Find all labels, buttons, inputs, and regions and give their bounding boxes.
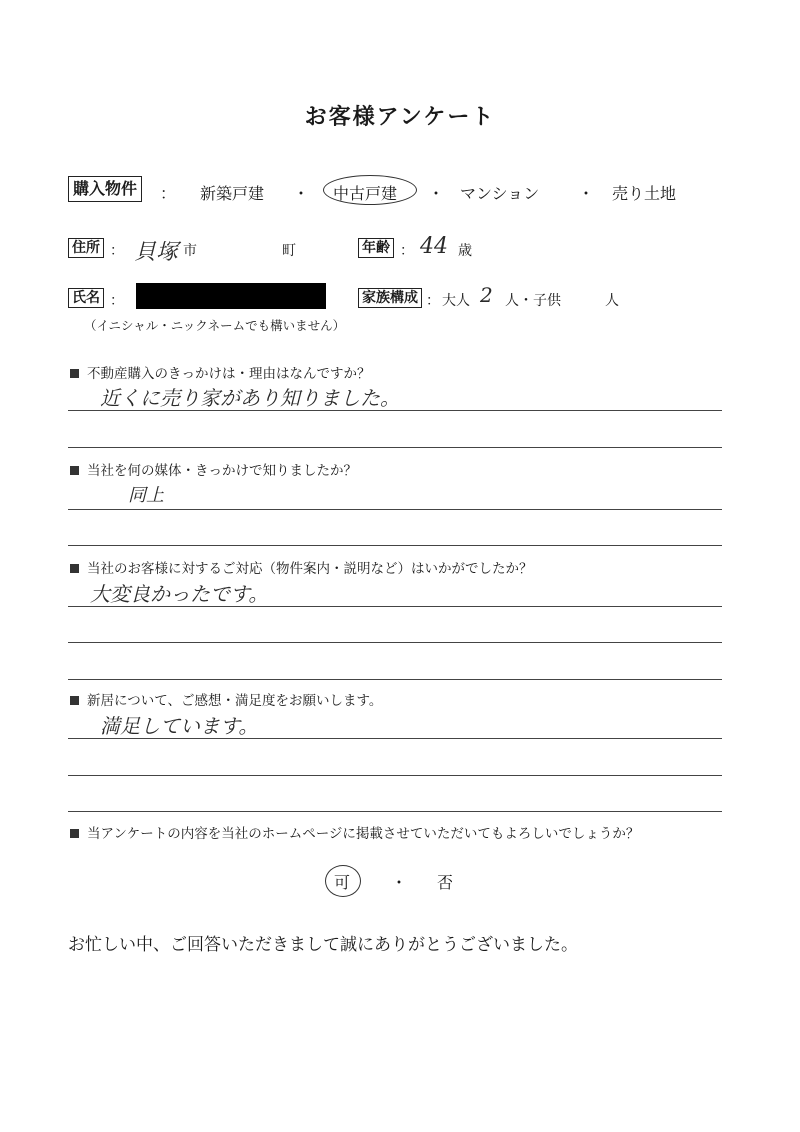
answer-line <box>68 738 722 739</box>
redacted-name-box <box>136 283 326 309</box>
page-title: お客様アンケート <box>304 105 496 130</box>
permission-separator: ・ <box>391 873 408 892</box>
property-colon: ： <box>160 184 177 203</box>
address-city-handwritten: 貝塚 <box>134 240 179 265</box>
property-option-new-house[interactable]: 新築戸建 <box>200 184 265 203</box>
address-city-suffix: 市 <box>183 243 197 259</box>
bullet-square-icon <box>70 466 79 475</box>
bullet-square-icon <box>70 564 79 573</box>
answer-2-handwritten: 同上 <box>128 485 164 506</box>
answer-line <box>68 679 722 680</box>
address-town-suffix: 町 <box>282 243 296 259</box>
bullet-square-icon <box>70 829 79 838</box>
family-colon: ： <box>426 293 440 309</box>
property-separator: ・ <box>428 184 445 203</box>
property-separator: ・ <box>578 184 595 203</box>
permission-no[interactable]: 否 <box>437 873 454 892</box>
question-1: 不動産購入のきっかけは・理由はなんですか？ <box>70 362 371 382</box>
answer-line <box>68 509 722 510</box>
answer-line <box>68 545 722 546</box>
permission-yes[interactable]: 可 <box>334 873 351 892</box>
property-separator: ・ <box>293 184 310 203</box>
property-label: 購入物件 <box>68 176 142 202</box>
question-2: 当社を何の媒体・きっかけで知りましたか？ <box>70 459 357 479</box>
answer-line <box>68 811 722 812</box>
answer-line <box>68 447 722 448</box>
answer-line <box>68 410 722 411</box>
property-option-used-house[interactable]: 中古戸建 <box>333 184 398 203</box>
age-suffix: 歳 <box>458 243 472 259</box>
family-children-suffix: 人 <box>605 293 619 309</box>
address-label: 住所 <box>68 238 104 258</box>
age-value-handwritten: 44 <box>420 234 448 259</box>
answer-4-handwritten: 満足しています。 <box>100 714 259 738</box>
name-colon: ： <box>110 293 124 309</box>
family-adults-value: 2 <box>480 283 493 307</box>
age-label: 年齢 <box>358 238 394 258</box>
family-adults-prefix: 大人 <box>442 293 470 309</box>
bullet-square-icon <box>70 696 79 705</box>
bullet-square-icon <box>70 369 79 378</box>
property-option-condo[interactable]: マンション <box>460 184 540 203</box>
closing-message: お忙しい中、ご回答いただきまして誠にありがとうございました。 <box>68 935 578 955</box>
family-label: 家族構成 <box>358 288 422 308</box>
answer-line <box>68 642 722 643</box>
age-colon: ： <box>400 243 414 259</box>
family-adults-suffix: 人・子供 <box>505 293 561 309</box>
question-3: 当社のお客様に対するご対応（物件案内・説明など）はいかがでしたか？ <box>70 557 533 577</box>
question-4: 新居について、ご感想・満足度をお願いします。 <box>70 689 382 709</box>
property-option-land[interactable]: 売り土地 <box>612 184 677 203</box>
answer-1-handwritten: 近くに売り家があり知りました。 <box>100 386 400 410</box>
answer-3-handwritten: 大変良かったです。 <box>90 582 269 606</box>
address-colon: ： <box>110 243 124 259</box>
answer-line <box>68 606 722 607</box>
name-label: 氏名 <box>68 288 104 308</box>
answer-line <box>68 775 722 776</box>
name-note: （イニシャル・ニックネームでも構いません） <box>84 318 346 333</box>
question-5: 当アンケートの内容を当社のホームページに掲載させていただいてもよろしいでしょうか？ <box>70 822 639 842</box>
